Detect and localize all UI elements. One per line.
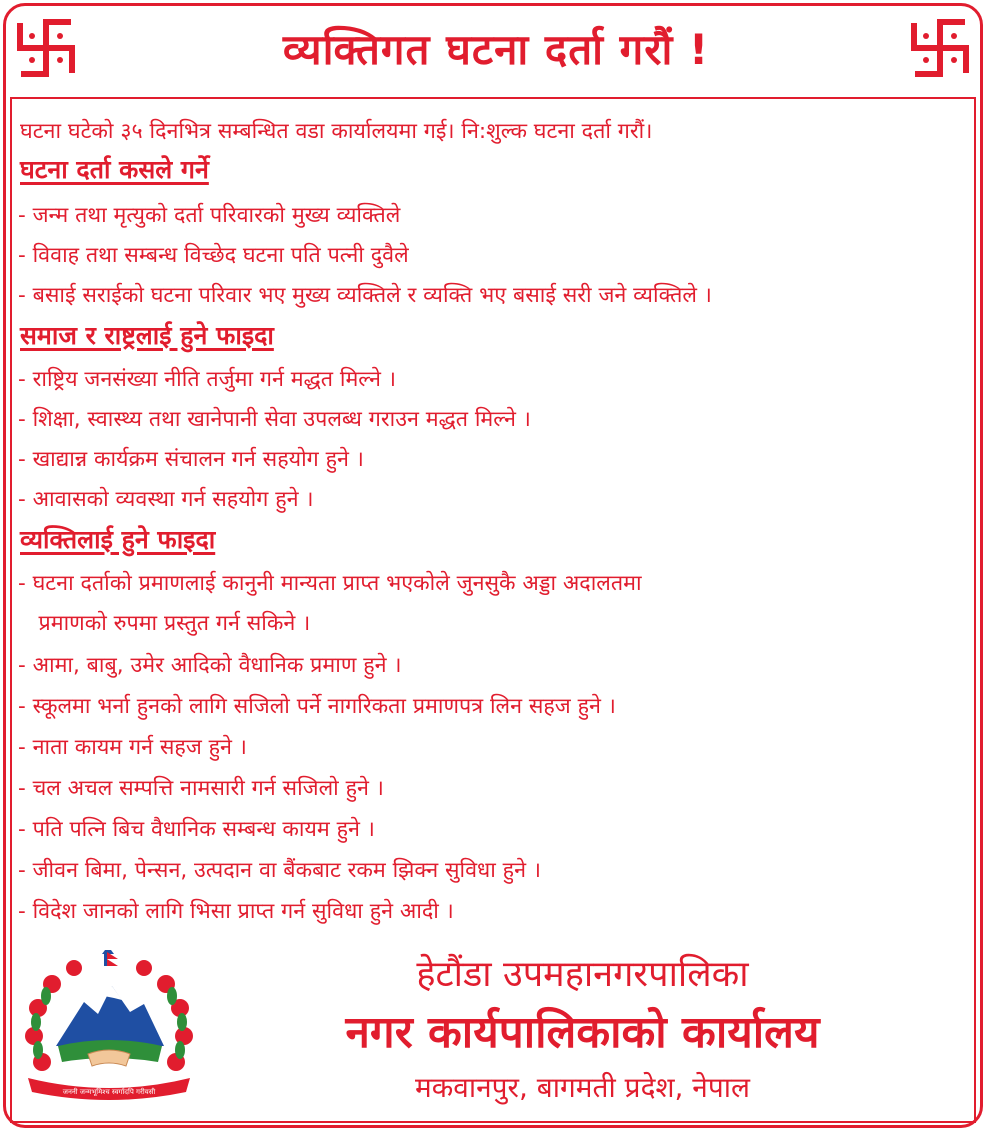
list-item: - राष्ट्रिय जनसंख्या नीति तर्जुमा गर्न मद्धत मिल्ने । [18, 367, 396, 392]
list-item: - विवाह तथा सम्बन्ध विच्छेद घटना पति पत्नी दुवैले [18, 243, 409, 268]
municipality-name: हेटौंडा उपमहानगरपालिका [416, 954, 749, 995]
office-name: नगर कार्यपालिकाको कार्यालय [345, 1007, 820, 1058]
list-item: - नाता कायम गर्न सहज हुने । [18, 735, 247, 760]
section-heading-who-registers: घटना दर्ता कसले गर्ने [20, 155, 209, 184]
header [6, 6, 980, 96]
list-item: - चल अचल सम्पत्ति नामसारी गर्न सजिलो हुने । [18, 776, 384, 801]
swastika-ornament-icon [14, 16, 78, 80]
section-heading-individual-benefits: व्यक्तिलाई हुने फाइदा [20, 525, 216, 554]
list-item: - जन्म तथा मृत्युको दर्ता परिवारको मुख्य व्यक्तिले [18, 203, 401, 228]
list-item: - स्कूलमा भर्ना हुनको लागि सजिलो पर्ने नागरिकता प्रमाणपत्र लिन सहज हुने । [18, 694, 616, 719]
list-item: - घटना दर्ताको प्रमाणलाई कानुनी मान्यता प्राप्त भएकोले जुनसुकै अड्डा अदालतमा [18, 571, 642, 596]
list-item-continuation: प्रमाणको रुपमा प्रस्तुत गर्न सकिने । [18, 611, 311, 636]
list-item: - विदेश जानको लागि भिसा प्राप्त गर्न सुविधा हुने आदी । [18, 899, 454, 924]
list-item: - जीवन बिमा, पेन्सन, उत्पदान वा बैंकबाट रकम झिक्न सुविधा हुने । [18, 858, 541, 883]
list-item: - पति पत्नि बिच वैधानिक सम्बन्ध कायम हुने । [18, 817, 375, 842]
list-item: - आवासको व्यवस्था गर्न सहयोग हुने । [18, 487, 314, 512]
poster-title: व्यक्तिगत घटना दर्ता गरौं ! [282, 25, 710, 74]
nepal-emblem-icon [18, 950, 200, 1106]
intro-text: घटना घटेको ३५ दिनभित्र सम्बन्धित वडा कार्यालयमा गई। नि:शुल्क घटना दर्ता गरौं। [20, 119, 653, 144]
section-heading-society-benefits: समाज र राष्ट्रलाई हुने फाइदा [20, 321, 274, 350]
list-item: - बसाई सराईको घटना परिवार भए मुख्य व्यक्तिले र व्यक्ति भए बसाई सरी जने व्यक्तिले । [18, 283, 712, 308]
emblem-motto: जननी जन्मभूमिश्च स्वर्गादपि गरीयसी [62, 1088, 156, 1096]
office-address: मकवानपुर, बागमती प्रदेश, नेपाल [415, 1071, 750, 1104]
swastika-ornament-icon [908, 16, 972, 80]
list-item: - आमा, बाबु, उमेर आदिको वैधानिक प्रमाण हुने । [18, 653, 402, 678]
list-item: - शिक्षा, स्वास्थ्य तथा खानेपानी सेवा उपलब्ध गराउन मद्धत मिल्ने । [18, 407, 531, 432]
list-item: - खाद्यान्न कार्यक्रम संचालन गर्न सहयोग हुने । [18, 447, 364, 472]
